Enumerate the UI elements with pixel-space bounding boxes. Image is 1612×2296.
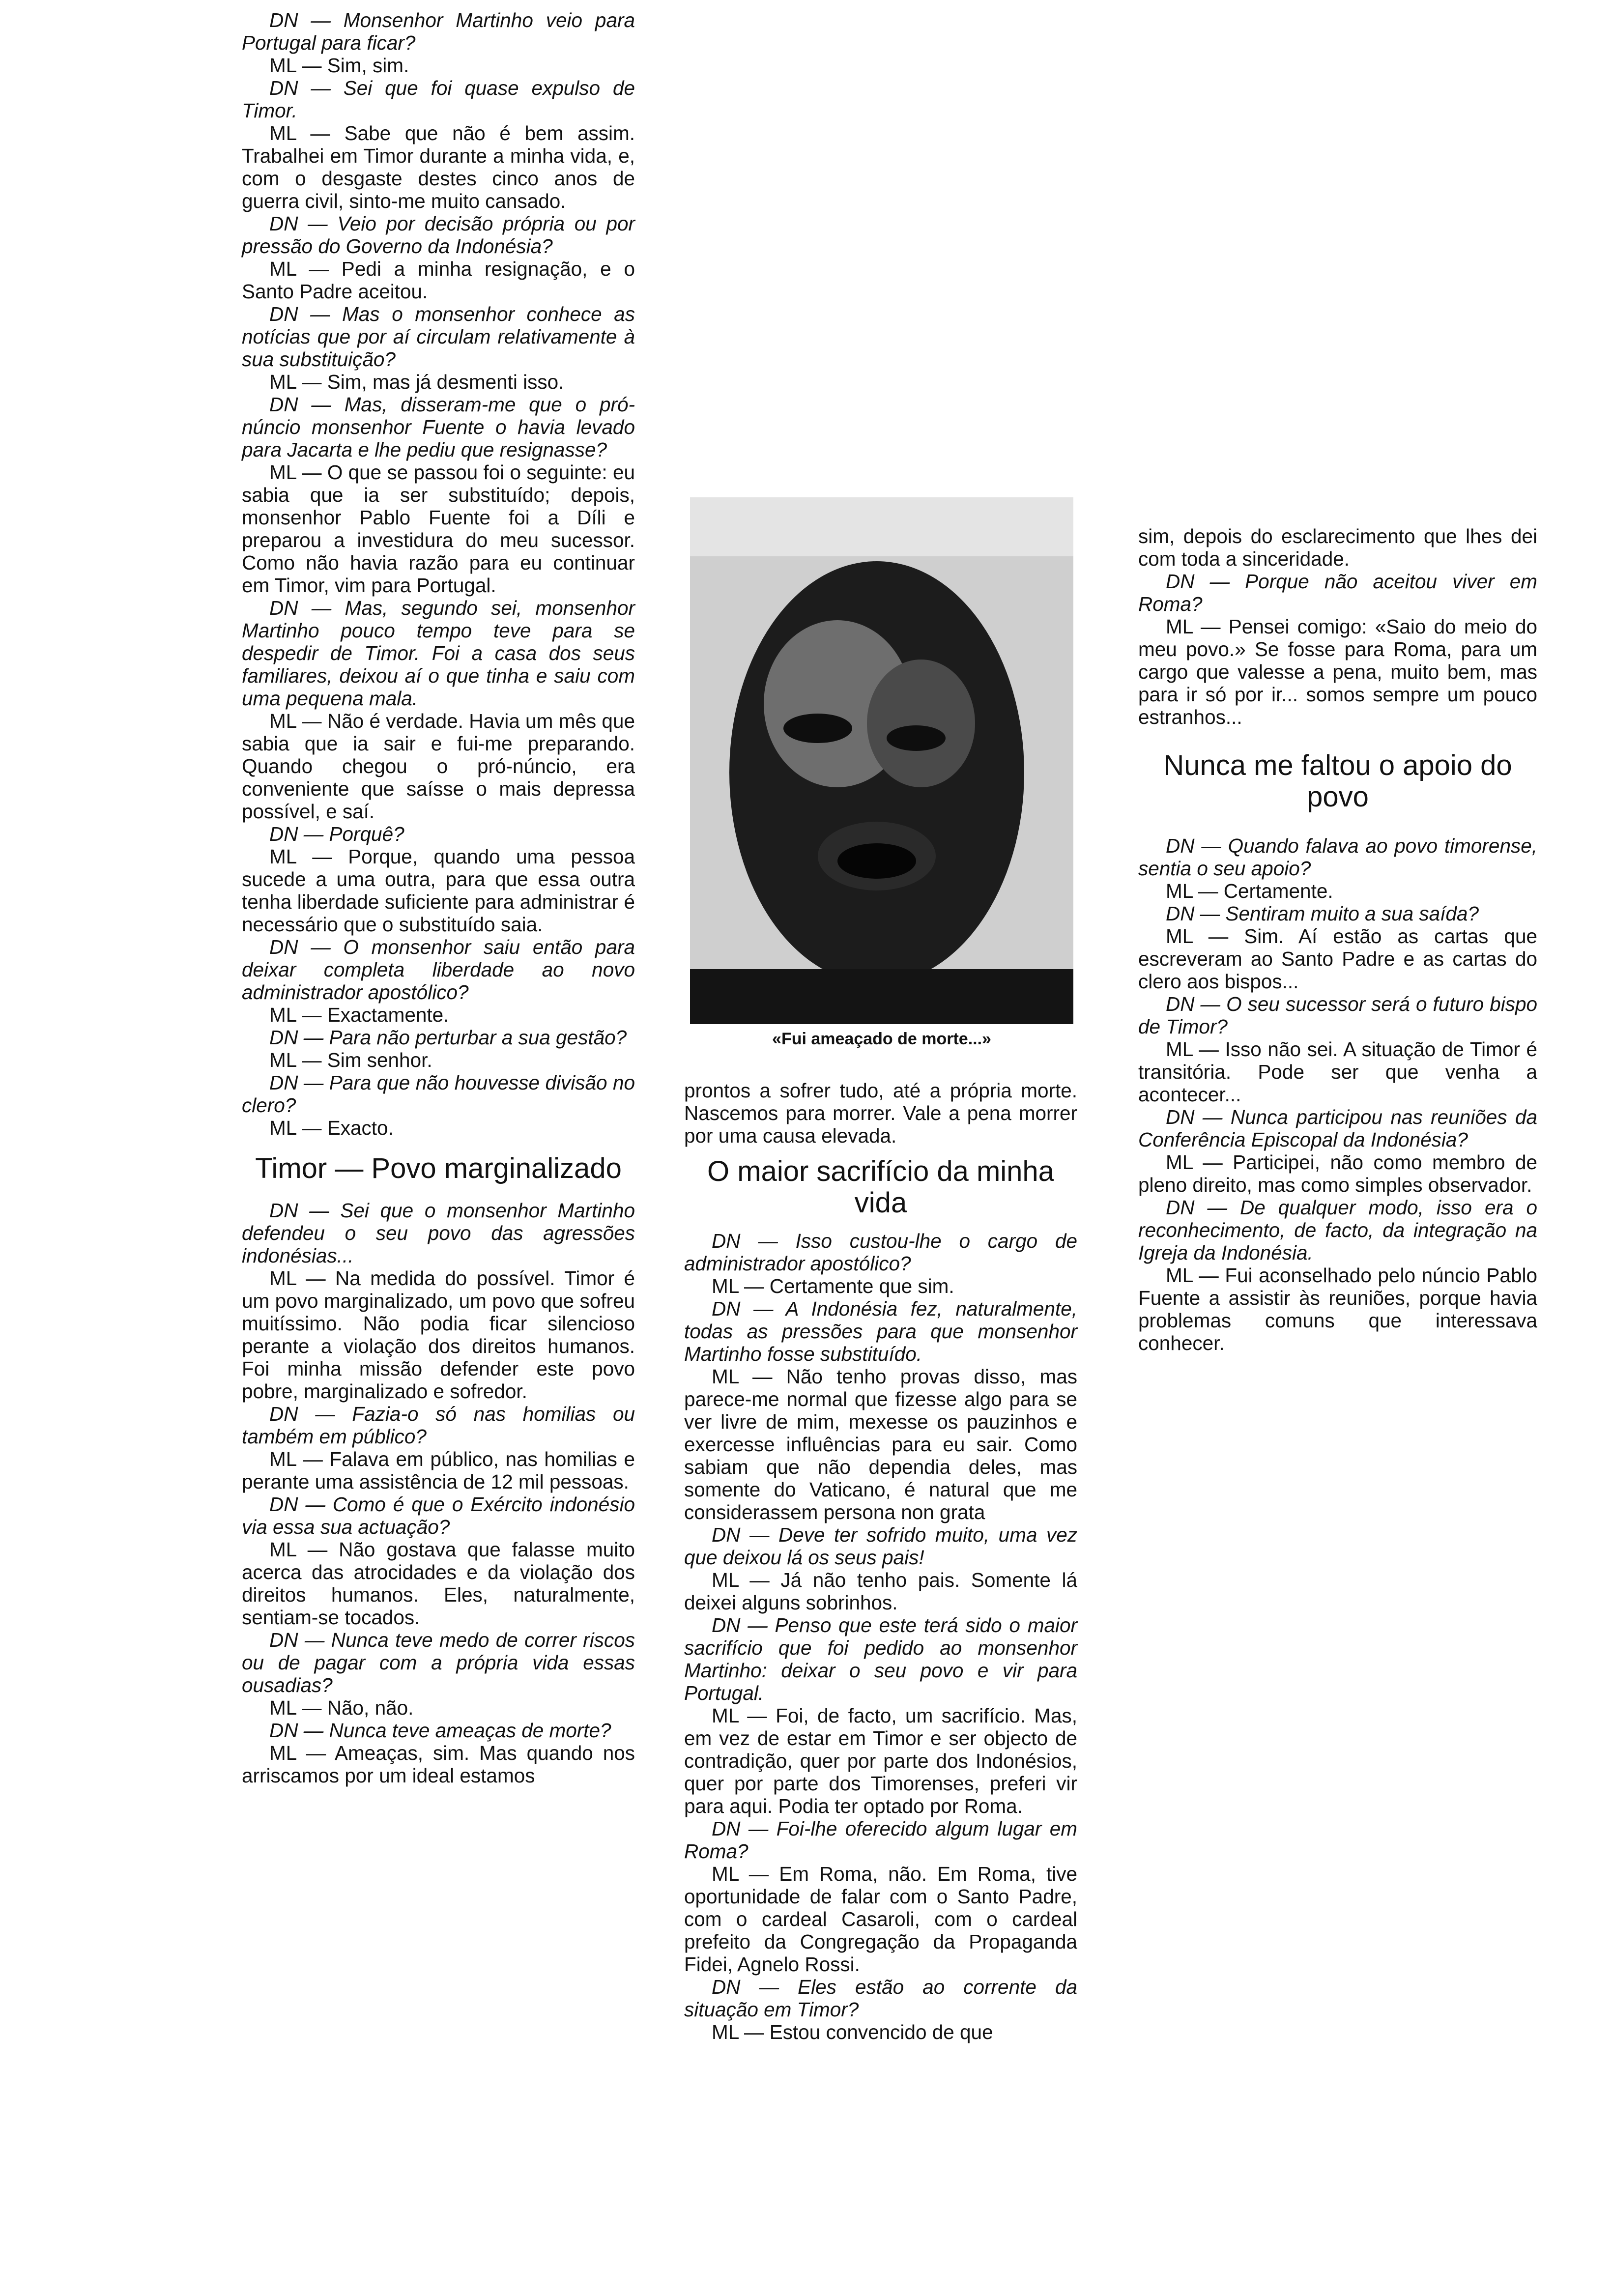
question: DN — O seu sucessor será o futuro bispo de Timor? [1138,993,1537,1038]
answer: prontos a sofrer tudo, até a própria morte. Nascemos para morrer. Vale a pena morrer por uma causa elevada. [684,1079,1077,1147]
answer: ML — Estou convencido de que [712,2021,993,2043]
answer: ML — Não, não. [269,1696,414,1719]
answer: ML — Sim, sim. [269,54,409,77]
section-heading: Timor — Povo marginalizado [255,1152,622,1184]
answer: ML — Ameaças, sim. Mas quando nos arriscamos por um ideal estamos [242,1742,635,1787]
answer: ML — Porque, quando uma pessoa sucede a uma outra, para que essa outra tenha liberdade suficiente para administrar é necessário que o substituído saia. [242,845,635,936]
question: DN — Deve ter sofrido muito, uma vez que deixou lá os seus pais! [684,1523,1077,1569]
question: DN — Para não perturbar a sua gestão? [269,1026,627,1049]
question: DN — Isso custou-lhe o cargo de administrador apostólico? [684,1230,1077,1275]
answer: ML — Não é verdade. Havia um mês que sabia que ia sair e fui-me preparando. Quando chegou o pró-núncio, era conveniente que saísse o mais depressa possível, e saí. [242,710,635,823]
portrait-photo-image [690,497,1073,1024]
answer: ML — Em Roma, não. Em Roma, tive oportunidade de falar com o Santo Padre, com o cardeal Casaroli, com o cardeal prefeito da Congregação da Propaganda Fidei, Agnelo Rossi. [684,1863,1077,1976]
question: DN — De qualquer modo, isso era o reconhecimento, de facto, da integração na Igreja da Indonésia. [1138,1196,1537,1264]
photo-caption: «Fui ameaçado de morte...» [772,1030,991,1048]
question: DN — Para que não houvesse divisão no clero? [242,1071,635,1117]
question: DN — Como é que o Exército indonésio via essa sua actuação? [242,1493,635,1538]
portrait-photo [690,497,1073,1024]
question: DN — Sei que foi quase expulso de Timor. [242,77,635,122]
question: DN — Porquê? [269,823,404,845]
question: DN — Quando falava ao povo timorense, sentia o seu apoio? [1138,834,1537,880]
question: DN — Eles estão ao corrente da situação em Timor? [684,1976,1077,2021]
question: DN — Mas o monsenhor conhece as notícias que por aí circulam relativamente à sua substituição? [242,303,635,371]
answer: ML — Fui aconselhado pelo núncio Pablo Fuente a assistir às reuniões, porque havia problemas comuns que interessava conhecer. [1138,1264,1537,1354]
question: DN — Monsenhor Martinho veio para Portugal para ficar? [242,9,635,54]
question: DN — Porque não aceitou viver em Roma? [1138,570,1537,615]
article-column-1 [242,9,635,1787]
article-column-2 [684,1079,1077,2043]
answer: ML — Isso não sei. A situação de Timor é transitória. Pode ser que venha a acontecer... [1138,1038,1537,1106]
answer: ML — Exacto. [269,1117,394,1139]
answer: ML — Exactamente. [269,1004,449,1026]
question: DN — Penso que este terá sido o maior sacrifício que foi pedido ao monsenhor Martinho: deixar o seu povo e vir para Portugal. [684,1614,1077,1704]
answer: ML — Não gostava que falasse muito acerca das atrocidades e da violação dos direitos humanos. Eles, naturalmente, sentiam-se tocados. [242,1538,635,1629]
article-column-3 [1138,525,1537,1354]
answer: ML — Pensei comigo: «Saio do meio do meu povo.» Se fosse para Roma, para um cargo que valesse a pena, muito bem, mas para ir só por ir... somos sempre um pouco estranhos... [1138,615,1537,728]
answer: ML — Pedi a minha resignação, e o Santo Padre aceitou. [242,258,635,303]
answer: ML — Certamente que sim. [712,1275,954,1297]
question: DN — Fazia-o só nas homilias ou também em público? [242,1403,635,1448]
answer: ML — Certamente. [1166,880,1333,902]
question: DN — Nunca participou nas reuniões da Conferência Episcopal da Indonésia? [1138,1106,1537,1151]
question: DN — Sei que o monsenhor Martinho defendeu o seu povo das agressões indonésias... [242,1199,635,1267]
question: DN — Mas, disseram-me que o pró-núncio monsenhor Fuente o havia levado para Jacarta e lhe pediu que resignasse? [242,393,635,461]
question: DN — Mas, segundo sei, monsenhor Martinho pouco tempo teve para se despedir de Timor. Foi a casa dos seus familiares, deixou aí o que tinha e saiu com uma pequena mala. [242,597,635,710]
question: DN — O monsenhor saiu então para deixar completa liberdade ao novo administrador apostólico? [242,936,635,1004]
question: DN — Nunca teve ameaças de morte? [269,1719,611,1742]
answer: sim, depois do esclarecimento que lhes dei com toda a sinceridade. [1138,525,1537,570]
question: DN — Veio por decisão própria ou por pressão do Governo da Indonésia? [242,212,635,258]
answer: ML — Foi, de facto, um sacrifício. Mas, em vez de estar em Timor e ser objecto de contradição, quer por parte dos Indonésios, quer por parte dos Timorenses, preferi vir para aqui. Podia ter optado por Roma. [684,1704,1077,1817]
answer: ML — Sim. Aí estão as cartas que escreveram ao Santo Padre e as cartas do clero aos bispos... [1138,925,1537,993]
answer: ML — Não tenho provas disso, mas parece-me normal que fizesse algo para se ver livre de mim, mexesse os pauzinhos e exercesse influências para eu sair. Como sabiam que não dependia deles, mas somente do Vaticano, é natural que me considerassem persona non grata [684,1365,1077,1523]
question: DN — A Indonésia fez, naturalmente, todas as pressões para que monsenhor Martinho fosse substituído. [684,1297,1077,1365]
answer: ML — O que se passou foi o seguinte: eu sabia que ia ser substituído; depois, monsenhor Pablo Fuente foi a Díli e preparou a investidura do meu sucessor. Como não havia razão para eu continuar em Timor, vim para Portugal. [242,461,635,597]
answer: ML — Sim, mas já desmenti isso. [269,371,564,393]
answer: ML — Já não tenho pais. Somente lá deixei alguns sobrinhos. [684,1569,1077,1614]
question: DN — Foi-lhe oferecido algum lugar em Roma? [684,1817,1077,1863]
answer: ML — Falava em público, nas homilias e perante uma assistência de 12 mil pessoas. [242,1448,635,1493]
question: DN — Nunca teve medo de correr riscos ou de pagar com a própria vida essas ousadias? [242,1629,635,1696]
section-heading: Nunca me faltou o apoio do povo [1163,749,1512,813]
section-heading: O maior sacrifício da minha vida [707,1155,1054,1219]
question: DN — Sentiram muito a sua saída? [1166,902,1479,925]
answer: ML — Sabe que não é bem assim. Trabalhei em Timor durante a minha vida, e, com o desgaste destes cinco anos de guerra civil, sinto-me muito cansado. [242,122,635,212]
answer: ML — Na medida do possível. Timor é um povo marginalizado, um povo que sofreu muitíssimo. Não podia ficar silencioso perante a violação dos direitos humanos. Foi minha missão defender este povo pobre, marginalizado e sofredor. [242,1267,635,1403]
answer: ML — Sim senhor. [269,1049,432,1071]
answer: ML — Participei, não como membro de pleno direito, mas como simples observador. [1138,1151,1537,1196]
